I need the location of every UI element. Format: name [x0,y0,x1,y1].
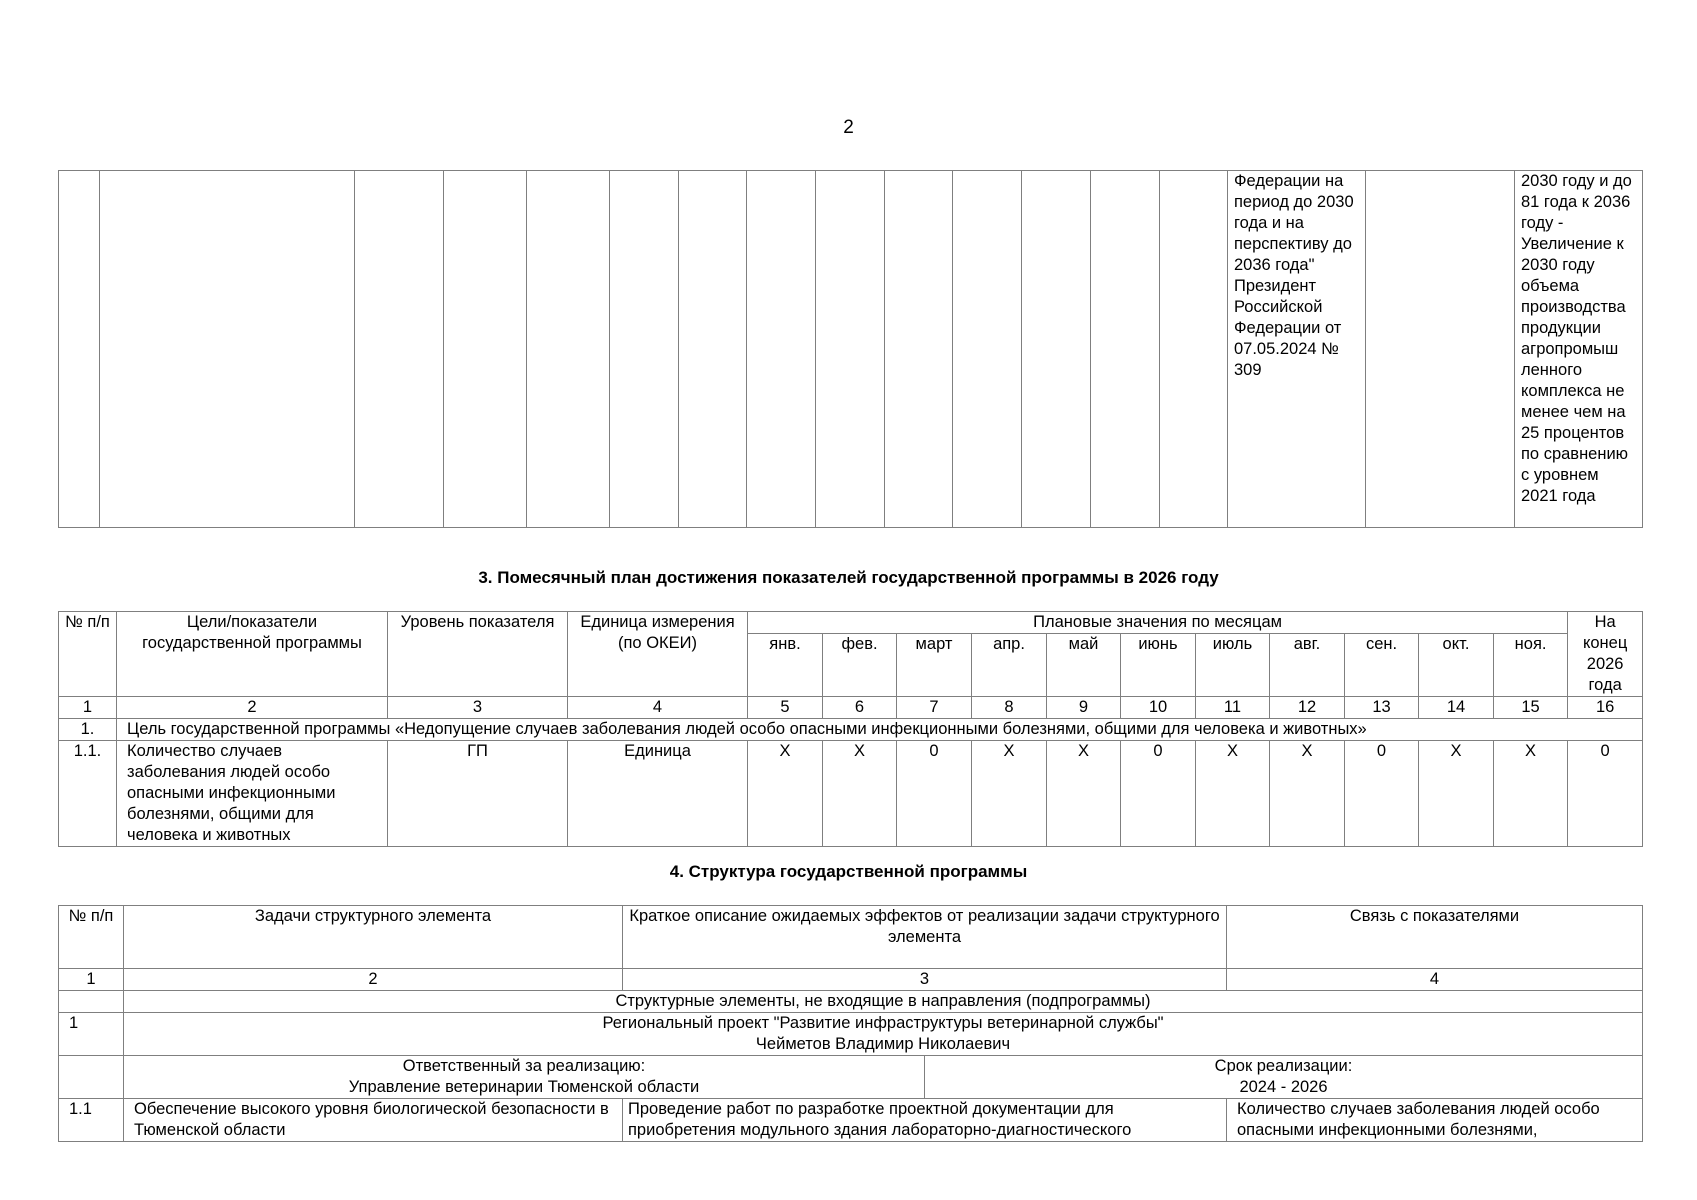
header-tasks: Задачи структурного элемента [124,906,623,969]
empty-cell [355,171,444,528]
col-number: 6 [823,697,897,719]
month-value: 0 [897,741,972,847]
header-month: окт. [1419,634,1494,697]
responsible-value: Управление ветеринарии Тюменской области [348,1078,700,1096]
header-level: Уровень показателя [388,612,568,697]
month-value: X [1196,741,1270,847]
goal-row [59,719,1643,741]
term-cell [925,1056,1643,1099]
col-number: 12 [1270,697,1345,719]
col-number: 11 [1196,697,1270,719]
project-cell [124,1013,1643,1056]
col-number: 8 [972,697,1047,719]
indicator-name: Количество случаев заболевания людей особо опасными инфекционными болезнями, общими для человека и животных [117,741,388,847]
section3-title: 3. Помесячный план достижения показателей государственной программы в 2026 году [478,568,1219,587]
empty-cell [59,991,124,1013]
project-row [59,1013,1643,1056]
table-header-row [59,906,1643,969]
header-end-of-year: На конец 2026 года [1568,612,1643,697]
project-num: 1 [59,1013,124,1056]
empty-cell [59,171,100,528]
table-row [59,171,1643,528]
col-number: 4 [568,697,748,719]
structure-table [58,905,1643,1142]
goal-text: Цель государственной программы «Недопущение случаев заболевания людей особо опасными инфекционными болезнями, общими для человека и животных» [117,719,1643,741]
task-num: 1.1 [59,1099,124,1142]
month-value: X [1419,741,1494,847]
effect-text: Проведение работ по разработке проектной документации для приобретения модульного здания лабораторно-диагностического [623,1099,1227,1142]
header-month: июнь [1121,634,1196,697]
empty-cell [679,171,747,528]
document-reference-cell: Федерации на период до 2030 года и на перспективу до 2036 года" Президент Российской Федерации от 07.05.2024 № 309 [1228,171,1366,528]
term-label: Срок реализации: [1214,1057,1353,1075]
month-value: 0 [1121,741,1196,847]
section4-title: 4. Структура государственной программы [669,862,1028,881]
empty-cell [59,1056,124,1099]
header-month: ноя. [1494,634,1568,697]
empty-cell [444,171,527,528]
end-of-year-value: 0 [1568,741,1643,847]
empty-cell [1160,171,1228,528]
term-value: 2024 - 2026 [1239,1078,1328,1096]
header-month: июль [1196,634,1270,697]
col-number: 1 [59,969,124,991]
structural-header: Структурные элементы, не входящие в направления (подпрограммы) [124,991,1643,1013]
header-num: № п/п [59,906,124,969]
col-number: 3 [388,697,568,719]
empty-cell [610,171,679,528]
indicator-row [59,741,1643,847]
empty-cell [1022,171,1091,528]
month-value: X [1494,741,1568,847]
monthly-plan-table [58,611,1643,847]
col-number: 1 [59,697,117,719]
header-month: фев. [823,634,897,697]
col-number: 2 [117,697,388,719]
col-number: 15 [1494,697,1568,719]
header-month: май [1047,634,1121,697]
link-text: Количество случаев заболевания людей особо опасными инфекционными болезнями, [1227,1099,1643,1142]
empty-cell [747,171,816,528]
month-value: 0 [1345,741,1419,847]
project-title: Региональный проект "Развитие инфраструктуры ветеринарной службы" [602,1014,1164,1032]
header-month: март [897,634,972,697]
national-goal-cell: 2030 году и до 81 года к 2036 году - Увеличение к 2030 году объема производства продукции агропромыш ленного комплекса не менее чем на 25 процентов по сравнению с уровнем 2021 года [1515,171,1643,528]
empty-cell [816,171,885,528]
header-unit: Единица измерения (по ОКЕИ) [568,612,748,697]
col-number: 7 [897,697,972,719]
col-number: 10 [1121,697,1196,719]
column-number-row [59,697,1643,719]
indicator-level: ГП [388,741,568,847]
responsible-row [59,1056,1643,1099]
page-number: 2 [843,117,854,138]
header-monthly: Плановые значения по месяцам [748,612,1568,634]
structural-header-row [59,991,1643,1013]
task-text: Обеспечение высокого уровня биологической безопасности в Тюменской области [124,1099,623,1142]
month-value: X [972,741,1047,847]
col-number: 4 [1227,969,1643,991]
goal-num: 1. [59,719,117,741]
task-row [59,1099,1643,1142]
col-number: 5 [748,697,823,719]
col-number: 3 [623,969,1227,991]
month-value: X [1270,741,1345,847]
month-value: X [748,741,823,847]
responsible-label: Ответственный за реализацию: [402,1057,646,1075]
table-header-row [59,612,1643,634]
header-month: янв. [748,634,823,697]
header-link: Связь с показателями [1227,906,1643,969]
month-value: X [1047,741,1121,847]
col-number: 16 [1568,697,1643,719]
header-goals: Цели/показатели государственной программы [117,612,388,697]
col-number: 9 [1047,697,1121,719]
empty-cell [953,171,1022,528]
empty-cell [527,171,610,528]
project-person: Чейметов Владимир Николаевич [755,1035,1011,1053]
empty-cell [100,171,355,528]
header-num: № п/п [59,612,117,697]
empty-cell [1366,171,1515,528]
indicator-num: 1.1. [59,741,117,847]
header-month: сен. [1345,634,1419,697]
header-effects: Краткое описание ожидаемых эффектов от реализации задачи структурного элемента [623,906,1227,969]
header-month: апр. [972,634,1047,697]
responsible-cell [124,1056,925,1099]
continuation-table [58,170,1643,528]
column-number-row [59,969,1643,991]
empty-cell [1091,171,1160,528]
col-number: 13 [1345,697,1419,719]
indicator-unit: Единица [568,741,748,847]
col-number: 2 [124,969,623,991]
empty-cell [885,171,953,528]
col-number: 14 [1419,697,1494,719]
month-value: X [823,741,897,847]
header-month: авг. [1270,634,1345,697]
